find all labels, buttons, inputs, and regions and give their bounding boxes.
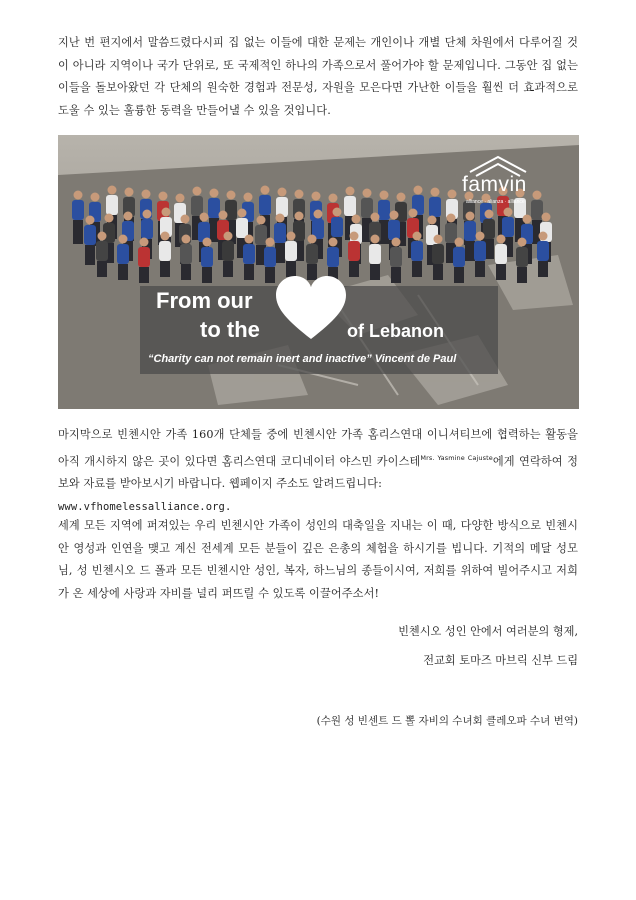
- coordinator-name: Mrs. Yasmine Cajuste: [420, 453, 493, 462]
- translator-note: (수원 성 빈센트 드 뽈 자비의 수녀회 클레오파 수녀 번역): [316, 715, 578, 727]
- website-url[interactable]: www.vfhomelessalliance.org.: [58, 500, 232, 513]
- headline-line2-end: of Lebanon: [347, 321, 444, 341]
- paragraph-blessing: 세계 모든 지역에 퍼져있는 우리 빈첸시안 가족이 성인의 대축일을 지내는 이 때, 다양한 방식으로 빈첸시안 영성과 인연을 맺고 계신 전세계 모든 분들이 깊은 은총의 체험을 하시기를 빕니다. 기적의 메달 성모님, 성 빈첸시오 드 폴과 모든 빈첸시안 성인, 복자, 하느님의 종들이시여, 저희를 위하여 빌어주시고 저희가 온 세상에 사랑과 자비를 널리 퍼뜨릴 수 있도록 이끌어주소서!: [58, 519, 578, 600]
- headline-line1: From our: [156, 288, 253, 313]
- photo-quote: “Charity can not remain inert and inactive” Vincent de Paul: [148, 353, 457, 365]
- lebanon-volunteers-photo: [58, 135, 579, 409]
- famvin-logo-subtitle: alliance · alianza · alliance: [466, 199, 525, 205]
- famvin-logo-text: famvin: [462, 173, 527, 196]
- signature-closing: 빈첸시오 성인 안에서 여러분의 형제,: [398, 625, 578, 638]
- contact-text-b: 에게 연락하여 정보와 자료를 받아보시기 바랍니다. 웹페이지 주소도 알려드립니다:: [58, 454, 578, 490]
- signature-name: 전교회 토마즈 마브릭 신부 드림: [423, 654, 578, 667]
- paragraph-contact: [58, 424, 578, 518]
- paragraph-intro: 지난 번 편지에서 말씀드렸다시피 집 없는 이들에 대한 문제는 개인이나 개별 단체 차원에서 다루어질 것이 아니라 지역이나 국가 단위로, 또 국제적인 하나의 가족으로서 풀어가야 할 문제입니다. 그동안 집 없는 이들을 돌보아왔던 각 단체의 원숙한 경험과 전문성, 자원을 모은다면 가난한 이들을 훨씬 더 효과적으로 도울 수 있는 훌륭한 동력을 만들어낼 수 있을 것입니다.: [58, 36, 578, 117]
- headline-line2-start: to the: [200, 317, 260, 342]
- contact-text-a: 마지막으로 빈첸시안 가족 160개 단체들 중에 빈첸시안 가족 홈리스연대 이니셔티브에 협력하는 활동을 아직 개시하지 않은 곳이 있다면 홈리스연대 코디네이터 야스민 카이스테: [58, 428, 578, 468]
